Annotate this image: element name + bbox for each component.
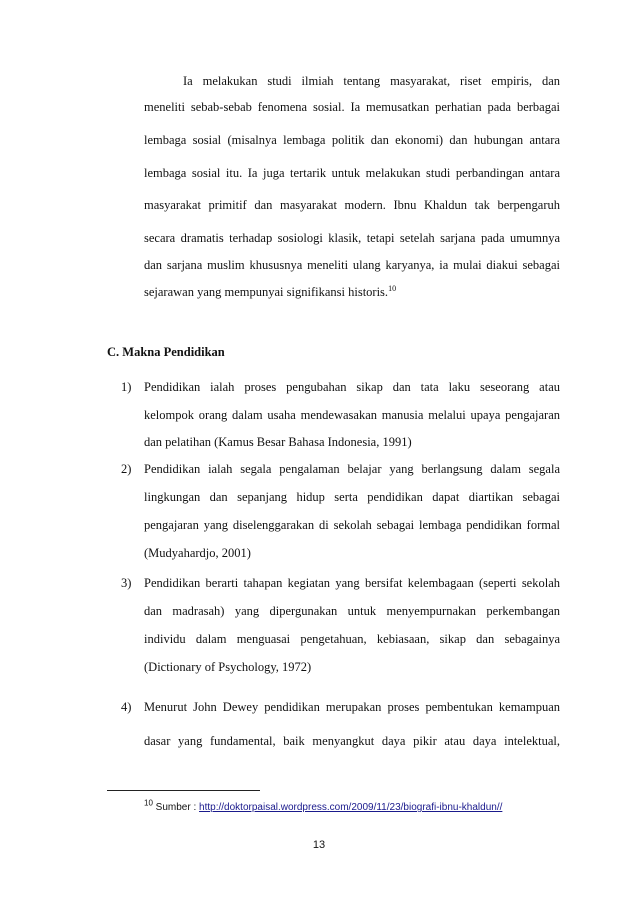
list-item-line: dan madrasah) yang dipergunakan untuk menyempurnakan perkembangan: [144, 604, 560, 618]
paragraph-line-4: lembaga sosial itu. Ia juga tertarik untuk melakukan studi perbandingan antara: [144, 166, 560, 180]
list-item-number: 4): [121, 700, 132, 714]
footnote-divider: [107, 790, 260, 791]
list-item-line: kelompok orang dalam usaha mendewasakan manusia melalui upaya pengajaran: [144, 408, 560, 422]
paragraph-line-6: secara dramatis terhadap sosiologi klasik, tetapi setelah sarjana pada umumnya: [144, 231, 560, 245]
list-item-line: (Mudyahardjo, 2001): [144, 546, 251, 560]
list-item-number: 2): [121, 462, 132, 476]
list-item-number: 3): [121, 576, 132, 590]
list-item-line: Pendidikan ialah proses pengubahan sikap dan tata laku seseorang atau: [144, 380, 560, 394]
list-item-line: dasar yang fundamental, baik menyangkut daya pikir atau daya intelektual,: [144, 734, 560, 748]
list-item-line: lingkungan dan sepanjang hidup serta pendidikan dapat diartikan sebagai: [144, 490, 560, 504]
footnote-reference[interactable]: 10: [388, 283, 397, 293]
list-item-line: individu dalam menguasai pengetahuan, kebiasaan, sikap dan sebagainya: [144, 632, 560, 646]
section-heading: C. Makna Pendidikan: [107, 345, 225, 359]
list-item-line: dan pelatihan (Kamus Besar Bahasa Indonesia, 1991): [144, 435, 412, 449]
footnote-prefix: Sumber :: [152, 802, 200, 813]
footnote-link[interactable]: http://doktorpaisal.wordpress.com/2009/11/23/biografi-ibnu-khaldun//: [199, 802, 503, 813]
list-item-line: Pendidikan ialah segala pengalaman belajar yang berlangsung dalam segala: [144, 462, 560, 476]
list-item-line: Pendidikan berarti tahapan kegiatan yang bersifat kelembagaan (seperti sekolah: [144, 576, 560, 590]
page-number: 13: [312, 839, 326, 851]
list-item-line: pengajaran yang diselenggarakan di sekolah sebagai lembaga pendidikan formal: [144, 518, 560, 532]
footnote: [144, 798, 503, 813]
footnote-number: 10: [144, 798, 153, 808]
paragraph-line-7: dan sarjana muslim khususnya meneliti ulang karyanya, ia mulai diakui sebagai: [144, 258, 560, 272]
paragraph-line-2: meneliti sebab-sebab fenomena sosial. Ia memusatkan perhatian pada berbagai: [144, 100, 560, 114]
paragraph-line-3: lembaga sosial (misalnya lembaga politik dan ekonomi) dan hubungan antara: [144, 133, 560, 147]
list-item-number: 1): [121, 380, 132, 394]
paragraph-line-8: sejarawan yang mempunyai signifikansi historis.$^{10}$: [144, 283, 397, 299]
paragraph-line-5: masyarakat primitif dan masyarakat modern. Ibnu Khaldun tak berpengaruh: [144, 198, 560, 212]
list-item-line: (Dictionary of Psychology, 1972): [144, 660, 312, 674]
list-item-line: Menurut John Dewey pendidikan merupakan proses pembentukan kemampuan: [144, 700, 560, 714]
paragraph-line-1: Ia melakukan studi ilmiah tentang masyarakat, riset empiris, dan: [183, 74, 560, 88]
